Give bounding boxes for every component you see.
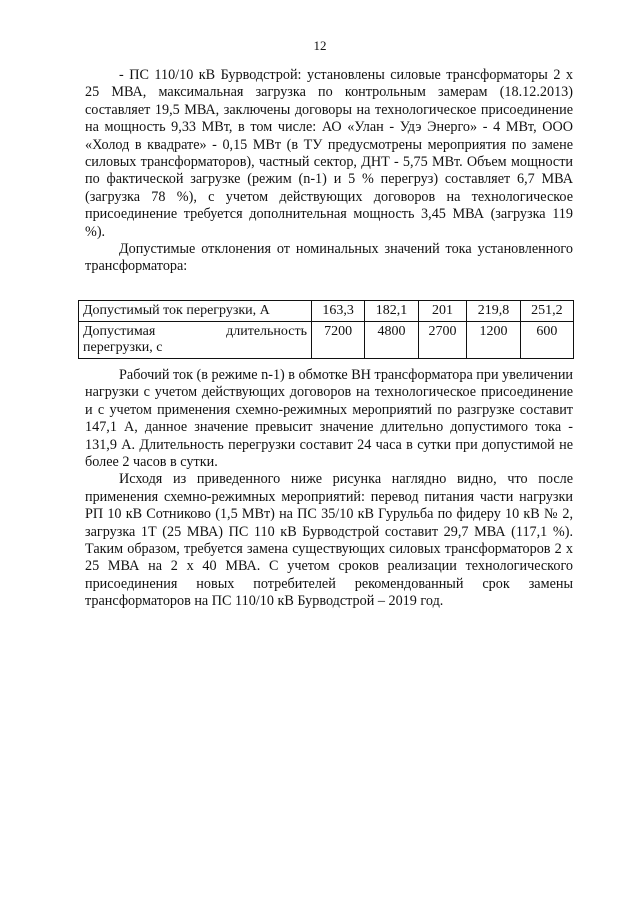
table-row-label: Допустимая длительность перегрузки, с — [79, 322, 312, 359]
table-cell: 4800 — [365, 322, 418, 359]
table-cell: 2700 — [418, 322, 467, 359]
table-cell: 7200 — [312, 322, 365, 359]
table-cell: 251,2 — [520, 301, 573, 322]
paragraph-substation-status: - ПС 110/10 кВ Бурводстрой: установлены силовые трансформаторы 2 x 25 МВА, максимальная загрузка по контрольным замерам (18.12.2013) составляет 19,5 МВА, заключены договоры на технологическое присоединение на мощность 9,33 МВт, в том числе: АО «Улан - Удэ Энерго» - 4 МВт, ООО «Холод в квадрате» - 0,15 МВт (в ТУ предусмотрены мероприятия по замене силовых трансформаторов), частный сектор, ДНТ - 5,75 МВт. Объем мощности по фактической загрузке (режим (n-1) и 5 % перегруз) составляет 6,7 МВА (загрузка 78 %), с учетом действующих договоров на технологическое присоединение требуется дополнительная мощность 3,45 МВА (загрузка 119 %). — [85, 67, 573, 240]
paragraph-table-intro: Допустимые отклонения от номинальных значений тока установленного трансформатора: — [85, 241, 573, 275]
page-number: 12 — [313, 38, 327, 53]
table-row — [79, 322, 574, 359]
table-cell: 182,1 — [365, 301, 418, 322]
table-cell: 600 — [520, 322, 573, 359]
overload-table — [78, 300, 574, 359]
table-row — [79, 301, 574, 322]
table-cell: 201 — [418, 301, 467, 322]
paragraph-working-current: Рабочий ток (в режиме n-1) в обмотке ВН трансформатора при увеличении нагрузки с учетом действующих договоров на технологическое присоединение и с учетом применения схемно-режимных мероприятий по разгрузке составит 147,1 А, данное значение превысит значение длительно допустимого тока - 131,9 А. Длительность перегрузки составит 24 часа в сутки при допустимой не более 2 часов в сутки. — [85, 367, 574, 471]
table-row-label: Допустимый ток перегрузки, А — [79, 301, 312, 322]
paragraph-conclusion: Исходя из приведенного ниже рисунка наглядно видно, что после применения схемно-режимных мероприятий: перевод питания части нагрузки РП 10 кВ Сотниково (1,5 МВт) на ПС 35/10 кВ Гурульба по фидеру 10 кВ № 2, загрузка 1Т (25 МВА) ПС 110 кВ Бурводстрой составит 29,7 МВА (117,1 %). Таким образом, требуется замена существующих силовых трансформаторов 2 x 25 МВА на 2 x 40 МВА. С учетом сроков реализации технологического присоединения новых потребителей рекомендованный срок замены трансформаторов на ПС 110/10 кВ Бурводстрой – 2019 год. — [85, 471, 573, 610]
text-section-after-table — [85, 367, 573, 611]
text-section-before-table — [85, 67, 573, 276]
table-cell: 163,3 — [312, 301, 365, 322]
table-cell: 219,8 — [467, 301, 520, 322]
table-cell: 1200 — [467, 322, 520, 359]
